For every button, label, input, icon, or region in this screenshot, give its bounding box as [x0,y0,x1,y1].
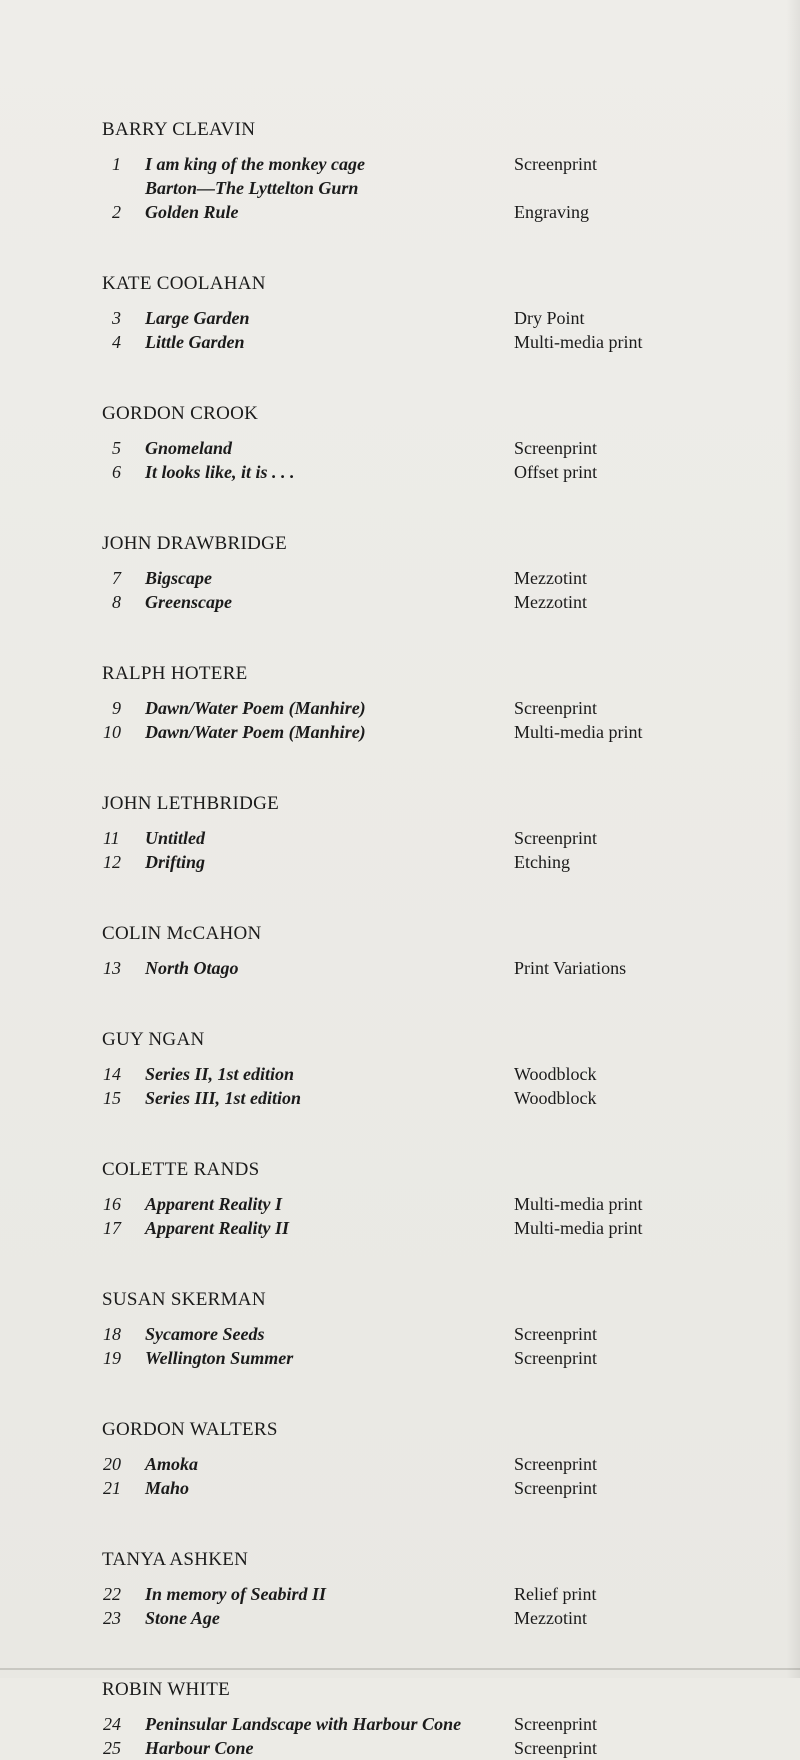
entry-number: 11 [103,828,120,848]
artist-section [102,792,702,874]
work-medium: Mezzotint [514,568,587,588]
work-medium: Screenprint [514,1714,597,1734]
entry-number: 23 [103,1608,121,1628]
artist-section [102,272,702,354]
work-title: Apparent Reality I [145,1194,283,1214]
entry-number: 21 [103,1478,121,1498]
work-title: Bigscape [145,568,212,588]
catalogue-entry [102,1736,702,1760]
catalogue-entry [102,1476,702,1500]
work-title: Series III, 1st edition [145,1088,302,1108]
entry-number: 13 [103,958,121,978]
work-title: Amoka [145,1454,199,1474]
artist-section [102,1548,702,1630]
artist-name: GORDON WALTERS [102,1419,278,1440]
entry-number: 3 [112,308,121,328]
catalogue-entry [102,1346,702,1370]
entry-number: 15 [103,1088,121,1108]
artist-section [102,1028,702,1110]
work-medium: Woodblock [514,1088,597,1108]
work-title: Maho [145,1478,190,1498]
catalogue-entry [102,176,702,200]
artist-name: BARRY CLEAVIN [102,119,256,140]
artist-name: SUSAN SKERMAN [102,1289,266,1310]
entry-number: 2 [112,202,121,222]
work-medium: Screenprint [514,438,597,458]
work-medium: Engraving [514,202,589,222]
work-title: Stone Age [145,1608,220,1628]
entry-number: 7 [112,568,121,588]
work-medium: Etching [514,852,570,872]
catalogue-entry [102,720,702,744]
entry-number: 4 [112,332,121,352]
artist-section [102,1418,702,1500]
work-medium: Screenprint [514,1324,597,1344]
work-medium: Mezzotint [514,1608,587,1628]
entry-number: 12 [103,852,121,872]
work-medium: Print Variations [514,958,627,978]
entry-number: 17 [103,1218,121,1238]
entry-number: 16 [103,1194,121,1214]
artist-name: COLIN McCAHON [102,923,262,944]
artist-section [102,1678,702,1760]
catalogue-entry [102,200,702,224]
work-medium: Offset print [514,462,598,482]
work-title: Untitled [145,828,206,848]
artist-list [102,118,800,1760]
artist-name: ROBIN WHITE [102,1679,231,1700]
entry-number [102,176,145,200]
work-title: It looks like, it is . . . [145,462,295,482]
artist-section [102,1158,702,1240]
work-title: In memory of Seabird II [145,1584,327,1604]
catalogue-entry [102,330,702,354]
work-medium: Screenprint [514,828,597,848]
work-medium: Multi-media print [514,332,643,352]
work-medium: Dry Point [514,308,585,328]
work-medium: Screenprint [514,698,597,718]
catalogue-entry [102,460,702,484]
catalogue-entry [102,1712,702,1736]
page-edge [0,1668,800,1670]
work-title: Barton—The Lyttelton Gurn [145,178,359,198]
entry-number: 8 [112,592,121,612]
catalogue-entry [102,696,702,720]
catalogue-entry [102,956,702,980]
work-title: Apparent Reality II [145,1218,290,1238]
work-medium: Screenprint [514,1478,597,1498]
work-medium: Relief print [514,1584,597,1604]
catalogue-entry [102,436,702,460]
artist-name: JOHN DRAWBRIDGE [102,533,288,554]
catalogue-entry [102,826,702,850]
entry-number: 24 [103,1714,121,1734]
work-medium: Screenprint [514,1348,597,1368]
entry-number: 19 [103,1348,121,1368]
work-title: North Otago [145,958,239,978]
work-title: Greenscape [145,592,232,612]
work-title: Drifting [145,852,206,872]
work-medium: Multi-media print [514,1194,643,1214]
work-title: Peninsular Landscape with Harbour Cone [145,1714,462,1734]
work-medium: Mezzotint [514,592,587,612]
work-title: Harbour Cone [145,1738,254,1758]
artist-section [102,1288,702,1370]
entry-number: 5 [112,438,121,458]
artist-section [102,118,702,224]
catalogue-entry [102,1606,702,1630]
work-medium: Multi-media print [514,1218,643,1238]
artist-name: KATE COOLAHAN [102,273,266,294]
work-title: Large Garden [145,308,250,328]
catalogue-entry [102,590,702,614]
catalogue-entry [102,1322,702,1346]
artist-name: JOHN LETHBRIDGE [102,793,280,814]
work-medium: Screenprint [514,1454,597,1474]
entry-number: 22 [103,1584,121,1604]
artist-name: RALPH HOTERE [102,663,248,684]
work-medium: Screenprint [514,1738,597,1758]
artist-section [102,922,702,980]
entry-number: 9 [112,698,121,718]
work-title: Dawn/Water Poem (Manhire) [145,698,366,718]
artist-section [102,532,702,614]
entry-number: 1 [112,154,121,174]
entry-number: 20 [103,1454,121,1474]
artist-name: COLETTE RANDS [102,1159,260,1180]
entry-number: 25 [103,1738,121,1758]
catalogue-entry [102,1062,702,1086]
catalogue-entry [102,152,702,176]
work-medium: Woodblock [514,1064,597,1084]
entry-number: 14 [103,1064,121,1084]
catalogue-entry [102,1582,702,1606]
catalogue-entry [102,850,702,874]
catalogue-entry [102,1192,702,1216]
work-medium: Screenprint [514,154,597,174]
artist-section [102,402,702,484]
work-title: Sycamore Seeds [145,1324,265,1344]
catalogue-entry [102,566,702,590]
work-title: Dawn/Water Poem (Manhire) [145,722,366,742]
entry-number: 6 [112,462,121,482]
catalogue-entry [102,1086,702,1110]
work-title: Gnomeland [145,438,233,458]
entry-number: 10 [103,722,121,742]
catalogue-entry [102,1452,702,1476]
work-title: I am king of the monkey cage [145,154,365,174]
work-title: Little Garden [145,332,245,352]
work-title: Wellington Summer [145,1348,294,1368]
work-medium: Multi-media print [514,722,643,742]
artist-name: TANYA ASHKEN [102,1549,249,1570]
artist-name: GORDON CROOK [102,403,259,424]
artist-section [102,662,702,744]
artist-name: GUY NGAN [102,1029,205,1050]
entry-number: 18 [103,1324,121,1344]
catalogue-entry [102,1216,702,1240]
work-title: Series II, 1st edition [145,1064,295,1084]
catalogue-entry [102,306,702,330]
work-title: Golden Rule [145,202,239,222]
